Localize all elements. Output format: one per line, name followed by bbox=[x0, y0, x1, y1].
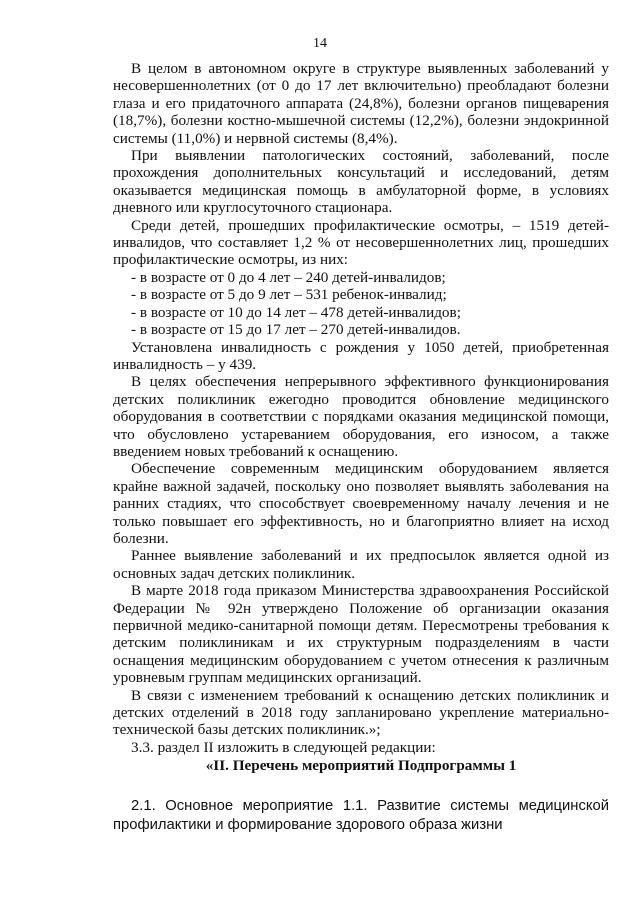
list-item-age-15-17: - в возрасте от 15 до 17 лет – 270 детей-инвалидов. bbox=[131, 321, 461, 339]
list-item-age-10-14: - в возрасте от 10 до 14 лет – 478 детей-инвалидов; bbox=[131, 303, 461, 321]
paragraph-equipment-requirements: В связи с изменением требований к оснащению детских поликлиник и детских отделений в 2018 году запланировано укрепление материально-технической базы детских поликлиник.»; bbox=[113, 686, 609, 739]
paragraph-modern-equipment: Обеспечение современным медицинским оборудованием является крайне важной задачей, поскольку оно позволяет выявлять заболевания на ранних стадиях, что способствует своевременному началу лечения и не только повышает его эффективность, но и благоприятно влияет на исход болезни. bbox=[113, 460, 609, 547]
list-item-age-5-9: - в возрасте от 5 до 9 лет – 531 ребенок-инвалид; bbox=[131, 286, 447, 304]
document-body bbox=[113, 60, 609, 835]
paragraph-early-detection: Раннее выявление заболеваний и их предпосылок является одной из основных задач детских поликлиник. bbox=[113, 547, 609, 582]
amendment-instruction: 3.3. раздел II изложить в следующей редакции: bbox=[131, 738, 436, 756]
paragraph-disabled-children: Среди детей, прошедших профилактические осмотры, – 1519 детей-инвалидов, что составляет 1,2 % от несовершеннолетних лиц, прошедших профилактические осмотры, из них: bbox=[113, 216, 609, 269]
paragraph-ministry-order: В марте 2018 года приказом Министерства здравоохранения Российской Федерации № 92н утверждено Положение об организации оказания первичной медико-санитарной помощи детям. Пересмотрены требования к детским поликлиникам и их структурным подразделениям в части оснащения медицинским оборудованием с учетом отнесения к различным уровневым группам медицинских организаций. bbox=[113, 582, 609, 687]
subsection-heading: 2.1. Основное мероприятие 1.1. Развитие системы медицинской профилактики и формирование здорового образа жизни bbox=[113, 797, 609, 833]
section-heading: «II. Перечень мероприятий Подпрограммы 1 bbox=[205, 757, 517, 775]
paragraph-equipment-update: В целях обеспечения непрерывного эффективного функционирования детских поликлиник ежегодно проводится обновление медицинского оборудования в соответствии с порядками оказания медицинской помощи, что обусловлено устареванием оборудования, его износом, а также введением новых требований к оснащению. bbox=[113, 373, 609, 460]
paragraph-disability-from-birth: Установлена инвалидность с рождения у 1050 детей, приобретенная инвалидность – у 439. bbox=[113, 338, 609, 373]
paragraph-disease-structure: В целом в автономном округе в структуре выявленных заболеваний у несовершеннолетних (от 0 до 17 лет включительно) преобладают болезни глаза и его придаточного аппарата (24,8%), болезни органов пищеварения (18,7%), болезни костно-мышечной системы (12,2%), болезни эндокринной системы (11,0%) и нервной системы (8,4%). bbox=[113, 60, 609, 147]
list-item-age-0-4: - в возрасте от 0 до 4 лет – 240 детей-инвалидов; bbox=[131, 268, 446, 286]
page-number: 14 bbox=[313, 36, 327, 51]
paragraph-medical-help: При выявлении патологических состояний, заболеваний, после прохождения дополнительных консультаций и исследований, детям оказывается медицинская помощь в амбулаторной форме, в условиях дневного или круглосуточного стационара. bbox=[113, 147, 609, 217]
